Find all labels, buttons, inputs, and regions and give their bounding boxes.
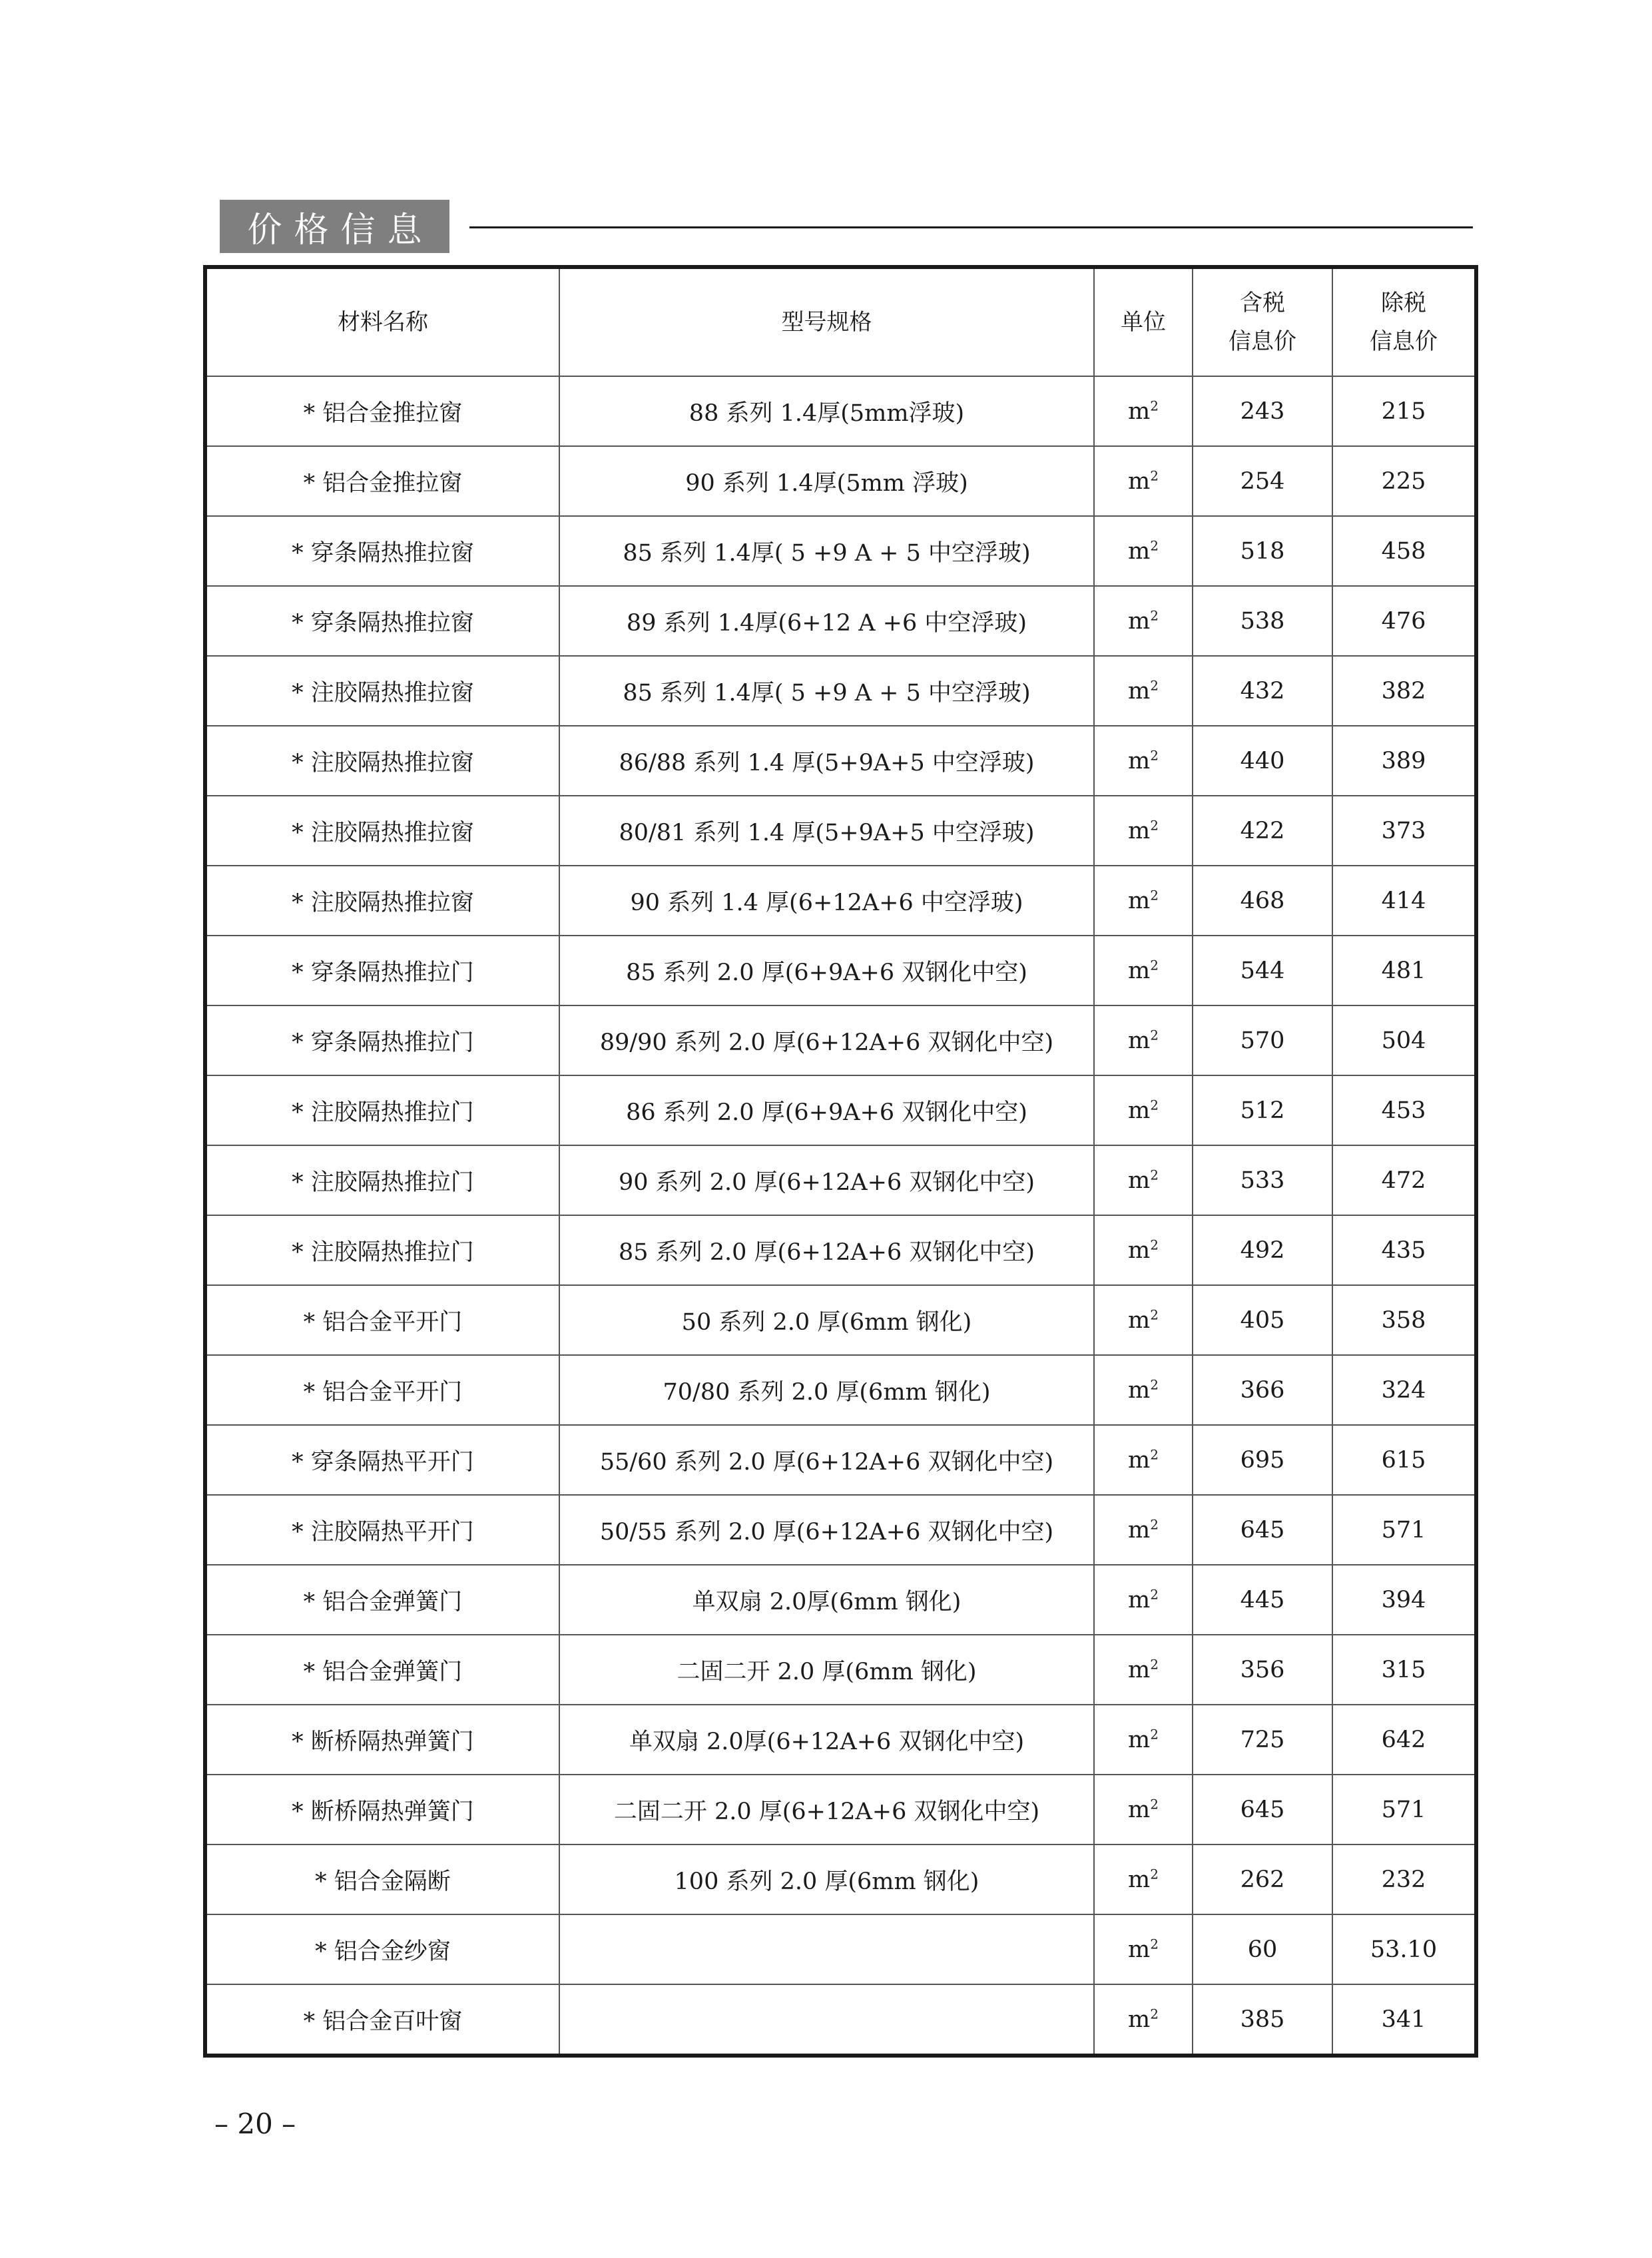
- table-row: [205, 1075, 1476, 1145]
- price-tax-excluded: 481: [1332, 936, 1476, 1005]
- model-spec: 单双扇 2.0厚(6+12A+6 双钢化中空): [559, 1705, 1094, 1775]
- unit: [1094, 1984, 1193, 2056]
- unit-exponent: 2: [1150, 1725, 1159, 1742]
- price-tax-excluded: 472: [1332, 1145, 1476, 1215]
- unit-base: m: [1128, 1936, 1151, 1963]
- unit: [1094, 1495, 1193, 1565]
- unit: [1094, 1705, 1193, 1775]
- unit: [1094, 1775, 1193, 1844]
- price-tax-excluded: 615: [1332, 1425, 1476, 1495]
- table-row: [205, 446, 1476, 516]
- price-tax-excluded: 315: [1332, 1635, 1476, 1705]
- col-header-name: 材料名称: [205, 267, 559, 376]
- unit-base: m: [1128, 467, 1151, 495]
- material-name: * 断桥隔热弹簧门: [205, 1775, 559, 1844]
- unit-base: m: [1128, 2006, 1151, 2033]
- price-table: [203, 265, 1478, 2058]
- material-name: * 铝合金平开门: [205, 1285, 559, 1355]
- unit-base: m: [1128, 1446, 1151, 1474]
- material-name: * 铝合金隔断: [205, 1844, 559, 1914]
- unit: [1094, 1145, 1193, 1215]
- unit-exponent: 2: [1150, 1096, 1159, 1113]
- col-header-tax-included: 含税 信息价: [1193, 267, 1332, 376]
- unit-base: m: [1128, 747, 1151, 774]
- price-tax-included: 366: [1193, 1355, 1332, 1425]
- material-name: * 注胶隔热推拉窗: [205, 796, 559, 866]
- unit-base: m: [1128, 1866, 1151, 1893]
- model-spec: [559, 1984, 1094, 2056]
- price-tax-included: 492: [1193, 1215, 1332, 1285]
- price-tax-included: 432: [1193, 656, 1332, 726]
- price-tax-excluded: 341: [1332, 1984, 1476, 2056]
- table-row: [205, 656, 1476, 726]
- material-name: * 铝合金百叶窗: [205, 1984, 559, 2056]
- price-tax-excluded: 571: [1332, 1775, 1476, 1844]
- price-tax-included: 254: [1193, 446, 1332, 516]
- price-tax-excluded: 394: [1332, 1565, 1476, 1635]
- unit-exponent: 2: [1150, 956, 1159, 973]
- price-tax-included: 725: [1193, 1705, 1332, 1775]
- material-name: * 穿条隔热推拉门: [205, 1005, 559, 1075]
- price-tax-excluded: 476: [1332, 586, 1476, 656]
- unit-base: m: [1128, 1237, 1151, 1264]
- table-row: [205, 1635, 1476, 1705]
- col-header-tax-excluded: 除税 信息价: [1332, 267, 1476, 376]
- price-tax-excluded: 324: [1332, 1355, 1476, 1425]
- table-row: [205, 586, 1476, 656]
- unit-base: m: [1128, 817, 1151, 844]
- unit-exponent: 2: [1150, 677, 1159, 693]
- price-tax-excluded: 642: [1332, 1705, 1476, 1775]
- unit-exponent: 2: [1150, 397, 1159, 414]
- model-spec: 单双扇 2.0厚(6mm 钢化): [559, 1565, 1094, 1635]
- price-tax-excluded: 504: [1332, 1005, 1476, 1075]
- price-tax-included: 570: [1193, 1005, 1332, 1075]
- model-spec: [559, 1914, 1094, 1984]
- unit: [1094, 796, 1193, 866]
- material-name: * 注胶隔热推拉门: [205, 1075, 559, 1145]
- material-name: * 穿条隔热推拉门: [205, 936, 559, 1005]
- price-tax-included: 445: [1193, 1565, 1332, 1635]
- material-name: * 注胶隔热推拉窗: [205, 866, 559, 936]
- price-tax-included: 518: [1193, 516, 1332, 586]
- unit-base: m: [1128, 1656, 1151, 1683]
- material-name: * 注胶隔热推拉窗: [205, 726, 559, 796]
- price-tax-included: 405: [1193, 1285, 1332, 1355]
- unit: [1094, 936, 1193, 1005]
- price-tax-excluded: 389: [1332, 726, 1476, 796]
- price-tax-included: 512: [1193, 1075, 1332, 1145]
- price-tax-included: 645: [1193, 1495, 1332, 1565]
- col-header-unit: 单位: [1094, 267, 1193, 376]
- price-tax-excluded: 414: [1332, 866, 1476, 936]
- price-tax-excluded: 232: [1332, 1844, 1476, 1914]
- price-tax-excluded: 453: [1332, 1075, 1476, 1145]
- price-tax-included: 533: [1193, 1145, 1332, 1215]
- model-spec: 90 系列 1.4厚(5mm 浮玻): [559, 446, 1094, 516]
- unit-base: m: [1128, 1796, 1151, 1823]
- model-spec: 55/60 系列 2.0 厚(6+12A+6 双钢化中空): [559, 1425, 1094, 1495]
- unit: [1094, 1075, 1193, 1145]
- unit-exponent: 2: [1150, 1795, 1159, 1812]
- table-row: [205, 936, 1476, 1005]
- col-header-spec: 型号规格: [559, 267, 1094, 376]
- page-number: – 20 –: [214, 2108, 296, 2140]
- price-tax-included: 544: [1193, 936, 1332, 1005]
- model-spec: 85 系列 2.0 厚(6+12A+6 双钢化中空): [559, 1215, 1094, 1285]
- price-tax-excluded: 435: [1332, 1215, 1476, 1285]
- unit-base: m: [1128, 1167, 1151, 1194]
- unit-exponent: 2: [1150, 746, 1159, 763]
- unit-base: m: [1128, 887, 1151, 914]
- unit-base: m: [1128, 1027, 1151, 1054]
- material-name: * 注胶隔热推拉门: [205, 1145, 559, 1215]
- material-name: * 穿条隔热推拉窗: [205, 586, 559, 656]
- table-row: [205, 1495, 1476, 1565]
- unit-base: m: [1128, 1516, 1151, 1544]
- material-name: * 铝合金弹簧门: [205, 1635, 559, 1705]
- table-row: [205, 1355, 1476, 1425]
- unit-base: m: [1128, 1376, 1151, 1404]
- table-row: [205, 1705, 1476, 1775]
- unit-exponent: 2: [1150, 537, 1159, 553]
- price-tax-included: 440: [1193, 726, 1332, 796]
- unit: [1094, 586, 1193, 656]
- unit-exponent: 2: [1150, 2005, 1159, 2022]
- table-body: [205, 376, 1476, 2056]
- unit-exponent: 2: [1150, 1166, 1159, 1183]
- model-spec: 二固二开 2.0 厚(6+12A+6 双钢化中空): [559, 1775, 1094, 1844]
- model-spec: 88 系列 1.4厚(5mm浮玻): [559, 376, 1094, 446]
- price-tax-excluded: 382: [1332, 656, 1476, 726]
- unit-base: m: [1128, 398, 1151, 425]
- price-tax-excluded: 571: [1332, 1495, 1476, 1565]
- unit: [1094, 726, 1193, 796]
- table-row: [205, 1145, 1476, 1215]
- unit: [1094, 1355, 1193, 1425]
- unit-exponent: 2: [1150, 1306, 1159, 1322]
- unit-exponent: 2: [1150, 1236, 1159, 1253]
- unit-exponent: 2: [1150, 1935, 1159, 1952]
- table-row: [205, 1425, 1476, 1495]
- unit-base: m: [1128, 1306, 1151, 1334]
- model-spec: 85 系列 2.0 厚(6+9A+6 双钢化中空): [559, 936, 1094, 1005]
- unit-exponent: 2: [1150, 886, 1159, 903]
- unit-base: m: [1128, 537, 1151, 565]
- price-tax-excluded: 458: [1332, 516, 1476, 586]
- unit: [1094, 1425, 1193, 1495]
- price-tax-included: 262: [1193, 1844, 1332, 1914]
- material-name: * 铝合金平开门: [205, 1355, 559, 1425]
- unit-exponent: 2: [1150, 1865, 1159, 1882]
- price-tax-included: 645: [1193, 1775, 1332, 1844]
- model-spec: 50 系列 2.0 厚(6mm 钢化): [559, 1285, 1094, 1355]
- unit: [1094, 446, 1193, 516]
- unit-base: m: [1128, 1586, 1151, 1613]
- unit-exponent: 2: [1150, 1516, 1159, 1532]
- price-tax-included: 356: [1193, 1635, 1332, 1705]
- table-row: [205, 1285, 1476, 1355]
- price-tax-included: 468: [1193, 866, 1332, 936]
- price-tax-included: 385: [1193, 1984, 1332, 2056]
- table-row: [205, 1914, 1476, 1984]
- model-spec: 二固二开 2.0 厚(6mm 钢化): [559, 1635, 1094, 1705]
- unit: [1094, 1005, 1193, 1075]
- unit-base: m: [1128, 1097, 1151, 1124]
- model-spec: 70/80 系列 2.0 厚(6mm 钢化): [559, 1355, 1094, 1425]
- model-spec: 86 系列 2.0 厚(6+9A+6 双钢化中空): [559, 1075, 1094, 1145]
- price-tax-excluded: 225: [1332, 446, 1476, 516]
- material-name: * 注胶隔热平开门: [205, 1495, 559, 1565]
- unit: [1094, 376, 1193, 446]
- unit-exponent: 2: [1150, 467, 1159, 483]
- unit-exponent: 2: [1150, 607, 1159, 623]
- unit: [1094, 516, 1193, 586]
- unit: [1094, 1635, 1193, 1705]
- material-name: * 铝合金推拉窗: [205, 446, 559, 516]
- material-name: * 铝合金推拉窗: [205, 376, 559, 446]
- material-name: * 铝合金弹簧门: [205, 1565, 559, 1635]
- table-row: [205, 1005, 1476, 1075]
- material-name: * 穿条隔热推拉窗: [205, 516, 559, 586]
- price-tax-excluded: 215: [1332, 376, 1476, 446]
- model-spec: 90 系列 2.0 厚(6+12A+6 双钢化中空): [559, 1145, 1094, 1215]
- table-row: [205, 1775, 1476, 1844]
- model-spec: 90 系列 1.4 厚(6+12A+6 中空浮玻): [559, 866, 1094, 936]
- table-row: [205, 376, 1476, 446]
- price-tax-excluded: 53.10: [1332, 1914, 1476, 1984]
- unit-base: m: [1128, 607, 1151, 635]
- model-spec: 86/88 系列 1.4 厚(5+9A+5 中空浮玻): [559, 726, 1094, 796]
- table-row: [205, 1565, 1476, 1635]
- unit-exponent: 2: [1150, 1655, 1159, 1672]
- price-tax-included: 538: [1193, 586, 1332, 656]
- model-spec: 80/81 系列 1.4 厚(5+9A+5 中空浮玻): [559, 796, 1094, 866]
- material-name: * 注胶隔热推拉窗: [205, 656, 559, 726]
- unit: [1094, 656, 1193, 726]
- material-name: * 注胶隔热推拉门: [205, 1215, 559, 1285]
- table-row: [205, 796, 1476, 866]
- unit: [1094, 1285, 1193, 1355]
- table-header-row: [205, 267, 1476, 376]
- unit-base: m: [1128, 1726, 1151, 1753]
- unit-exponent: 2: [1150, 1585, 1159, 1602]
- table-row: [205, 1984, 1476, 2056]
- model-spec: 85 系列 1.4厚( 5 +9 A + 5 中空浮玻): [559, 516, 1094, 586]
- price-tax-included: 60: [1193, 1914, 1332, 1984]
- model-spec: 50/55 系列 2.0 厚(6+12A+6 双钢化中空): [559, 1495, 1094, 1565]
- unit: [1094, 1565, 1193, 1635]
- unit-exponent: 2: [1150, 1026, 1159, 1043]
- table-row: [205, 516, 1476, 586]
- price-tax-included: 695: [1193, 1425, 1332, 1495]
- price-tax-included: 422: [1193, 796, 1332, 866]
- price-tax-excluded: 373: [1332, 796, 1476, 866]
- material-name: * 穿条隔热平开门: [205, 1425, 559, 1495]
- unit: [1094, 1215, 1193, 1285]
- material-name: * 铝合金纱窗: [205, 1914, 559, 1984]
- model-spec: 89 系列 1.4厚(6+12 A +6 中空浮玻): [559, 586, 1094, 656]
- table-row: [205, 1844, 1476, 1914]
- unit-exponent: 2: [1150, 816, 1159, 833]
- unit: [1094, 866, 1193, 936]
- section-title: 价格信息: [220, 200, 449, 253]
- price-tax-excluded: 358: [1332, 1285, 1476, 1355]
- material-name: * 断桥隔热弹簧门: [205, 1705, 559, 1775]
- table-row: [205, 866, 1476, 936]
- header-divider: [469, 226, 1473, 228]
- unit-base: m: [1128, 677, 1151, 705]
- table-row: [205, 726, 1476, 796]
- price-tax-included: 243: [1193, 376, 1332, 446]
- unit: [1094, 1914, 1193, 1984]
- unit-exponent: 2: [1150, 1446, 1159, 1462]
- unit-base: m: [1128, 957, 1151, 984]
- unit: [1094, 1844, 1193, 1914]
- unit-exponent: 2: [1150, 1376, 1159, 1392]
- model-spec: 89/90 系列 2.0 厚(6+12A+6 双钢化中空): [559, 1005, 1094, 1075]
- model-spec: 100 系列 2.0 厚(6mm 钢化): [559, 1844, 1094, 1914]
- section-header: [220, 200, 1473, 253]
- model-spec: 85 系列 1.4厚( 5 +9 A + 5 中空浮玻): [559, 656, 1094, 726]
- table-row: [205, 1215, 1476, 1285]
